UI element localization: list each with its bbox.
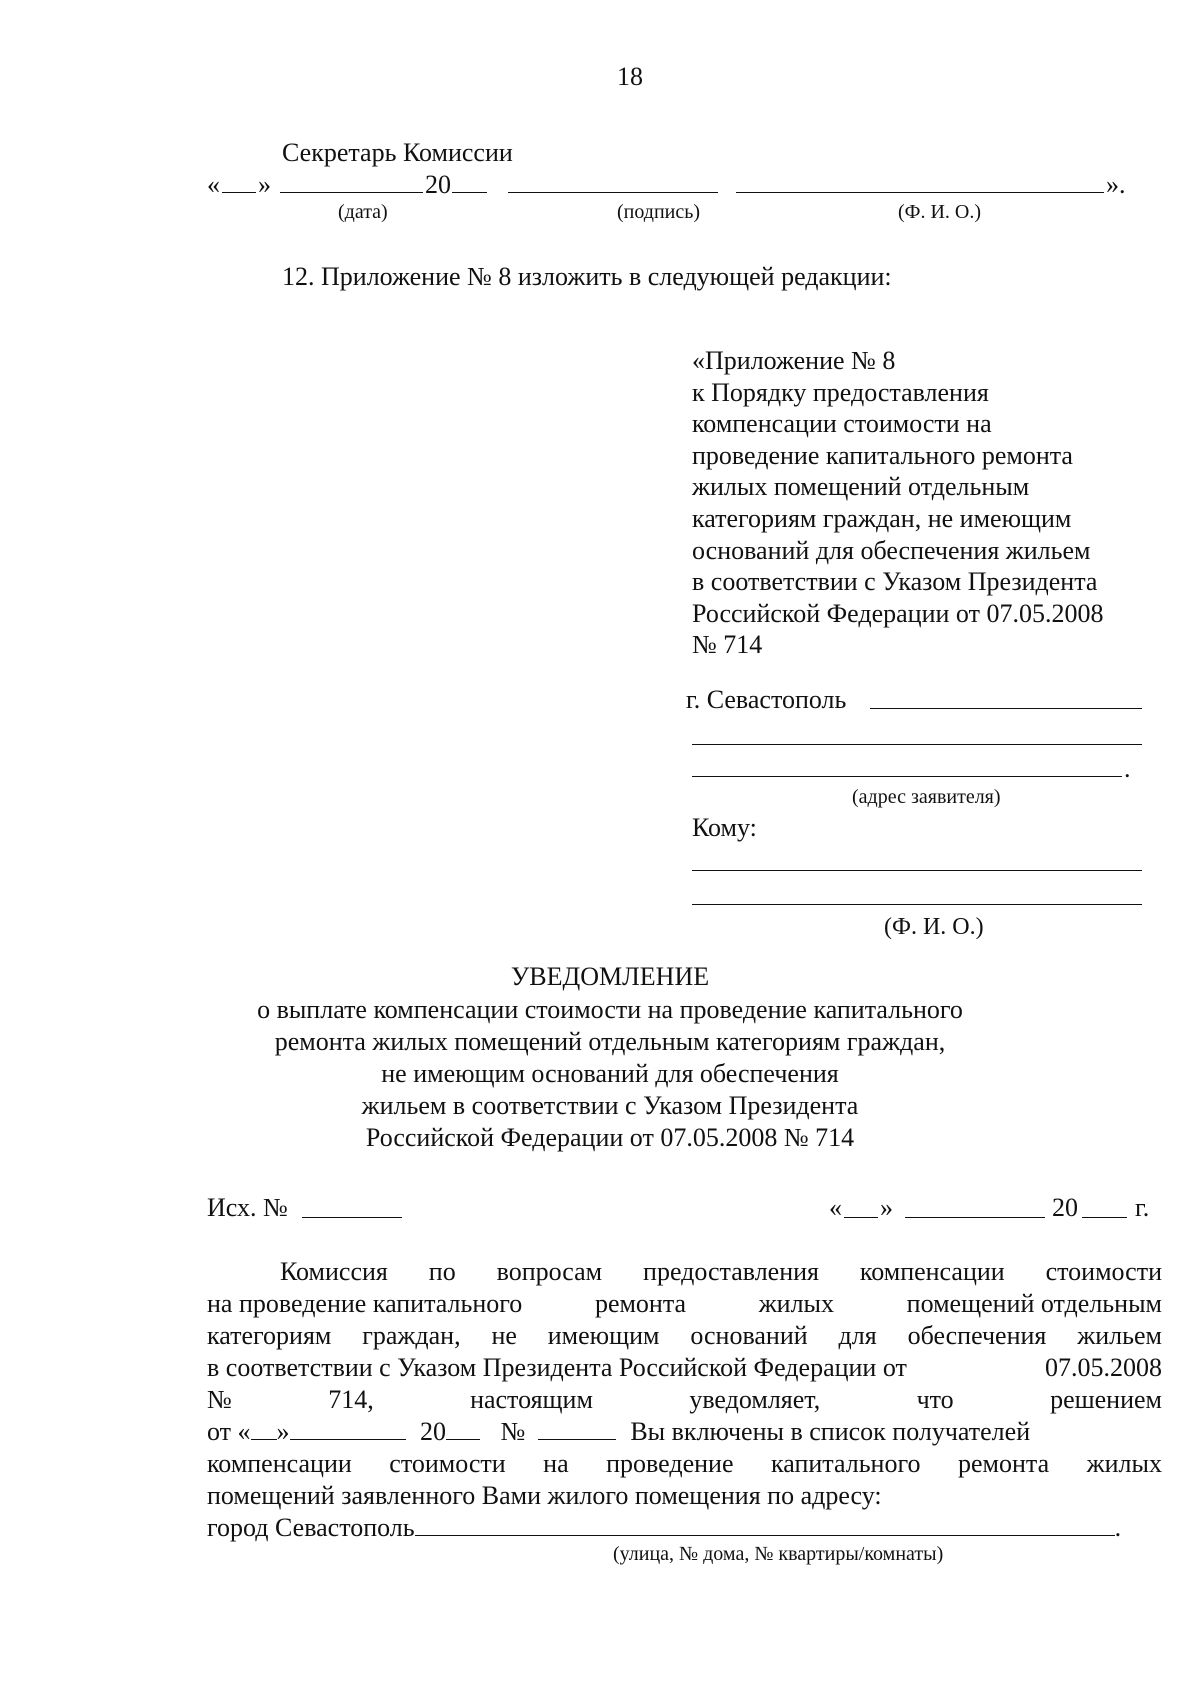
appendix-line: Российской Федерации от 07.05.2008	[692, 598, 1104, 628]
notice-subtitle-line: Российской Федерации от 07.05.2008 № 714	[365, 1123, 855, 1152]
appendix-line: компенсации стоимости на	[692, 409, 992, 439]
notice-title: УВЕДОМЛЕНИЕ	[510, 962, 710, 991]
notice-subtitle-line: не имеющим оснований для обеспечения	[381, 1059, 839, 1088]
notice-subtitle-line: о выплате компенсации стоимости на проведение капитального	[257, 995, 963, 1024]
decision-day-blank	[251, 1417, 277, 1440]
notice-title-block	[230, 960, 990, 1154]
date-quote-open: «	[207, 170, 220, 199]
ref-day-blank-line	[844, 1217, 878, 1218]
body-line-6: от « » 20 № Вы включены в список получателей	[207, 1417, 1031, 1446]
year-prefix: 20	[425, 170, 451, 199]
body-line-9: город Севастополь .	[207, 1513, 1122, 1542]
appendix-line: в соответствии с Указом Президента	[692, 567, 1098, 597]
appendix-line: № 714	[692, 630, 763, 660]
fio-caption: (Ф. И. О.)	[884, 914, 984, 940]
body-line-3: категориям граждан, не имеющим оснований для обеспечения жильем	[207, 1321, 1162, 1350]
decision-number-blank	[538, 1417, 616, 1440]
year-blank-line	[452, 192, 487, 193]
ref-year-suffix: г.	[1135, 1193, 1150, 1222]
item-12: 12. Приложение № 8 изложить в следующей редакции:	[282, 262, 892, 291]
date-quote-mid: »	[258, 170, 271, 199]
decision-year-blank	[446, 1417, 480, 1440]
address-end-dot: .	[1124, 754, 1131, 783]
ref-quote-open: «	[829, 1193, 842, 1222]
address-blank-line-1	[692, 744, 1142, 745]
ref-label: Исх. №	[207, 1193, 288, 1222]
appendix-line: оснований для обеспечения жильем	[692, 535, 1091, 565]
body-line-4: в соответствии с Указом Президента Российской Федерации от 07.05.2008	[207, 1353, 1162, 1382]
day-blank-line	[222, 192, 256, 193]
notice-body	[207, 1256, 1162, 1544]
caption-fio: (Ф. И. О.)	[898, 201, 982, 223]
notice-subtitle-line: ремонта жилых помещений отдельным категориям граждан,	[274, 1027, 946, 1056]
page-number: 18	[617, 62, 643, 91]
appendix-line: проведение капитального ремонта	[692, 440, 1073, 470]
fio-blank-line	[736, 192, 1104, 193]
body-line-5: № 714, настоящим уведомляет, что решением	[207, 1385, 1162, 1414]
secretary-title: Секретарь Комиссии	[282, 138, 513, 167]
ref-month-blank-line	[905, 1217, 1045, 1218]
address-blank-line-2	[692, 776, 1122, 777]
recipient-blank-line-2	[692, 904, 1142, 905]
ref-year-blank-line	[1082, 1217, 1127, 1218]
body-line-2: на проведение капитального ремонта жилых помещений отдельным	[207, 1289, 1162, 1318]
appendix-header	[692, 345, 1103, 661]
body-line-7: компенсации стоимости на проведение капитального ремонта жилых	[207, 1449, 1162, 1478]
to-label: Кому:	[692, 813, 757, 842]
month-blank-line	[280, 192, 423, 193]
decision-month-blank	[290, 1417, 406, 1440]
appendix-line: «Приложение № 8	[692, 346, 896, 375]
caption-signature: (подпись)	[617, 201, 701, 223]
signature-blank-line	[508, 192, 718, 193]
street-address-caption: (улица, № дома, № квартиры/комнаты)	[613, 1543, 944, 1565]
city-blank-line	[870, 708, 1142, 709]
body-line-1: Комиссия по вопросам предоставления компенсации стоимости	[280, 1257, 1162, 1286]
recipient-blank-line-1	[692, 870, 1142, 871]
city-label: г. Севастополь	[686, 685, 847, 714]
appendix-line: жилых помещений отдельным	[692, 472, 1030, 502]
street-address-blank	[415, 1513, 1115, 1536]
ref-quote-close: »	[880, 1193, 893, 1222]
caption-date: (дата)	[338, 201, 388, 223]
address-caption: (адрес заявителя)	[852, 786, 1001, 808]
appendix-line: категориям граждан, не имеющим	[692, 503, 1072, 533]
notice-subtitle-line: жильем в соответствии с Указом Президента	[361, 1091, 859, 1120]
secretary-end-quote: ».	[1106, 170, 1126, 199]
appendix-line: к Порядку предоставления	[692, 377, 989, 407]
ref-year-prefix: 20	[1052, 1193, 1078, 1222]
body-line-8: помещений заявленного Вами жилого помещения по адресу:	[207, 1481, 882, 1510]
ref-number-blank-line	[302, 1217, 402, 1218]
